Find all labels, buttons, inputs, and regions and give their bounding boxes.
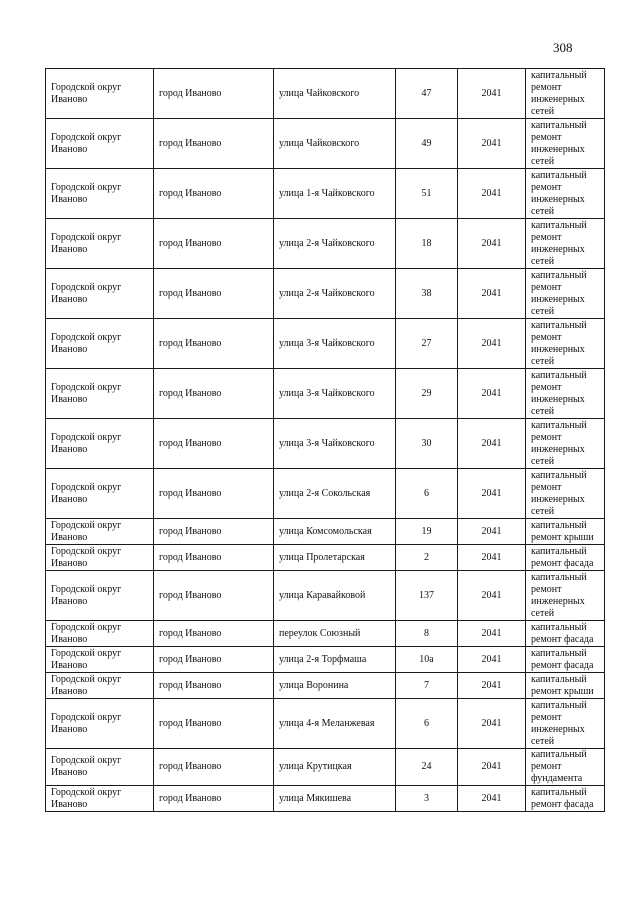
street-cell: улица Пролетарская (274, 545, 396, 571)
street-cell: улица 2-я Торфмаша (274, 647, 396, 673)
district-cell: Городской округ Иваново (46, 219, 154, 269)
district-cell: Городской округ Иваново (46, 469, 154, 519)
table-row (46, 545, 605, 571)
table-row (46, 419, 605, 469)
year-cell: 2041 (458, 219, 526, 269)
year-cell: 2041 (458, 269, 526, 319)
street-cell: улица 2-я Чайковского (274, 269, 396, 319)
street-cell: улица Комсомольская (274, 519, 396, 545)
street-cell: улица Воронина (274, 673, 396, 699)
city-cell: город Иваново (154, 119, 274, 169)
house-number-cell: 2 (396, 545, 458, 571)
house-number-cell: 30 (396, 419, 458, 469)
district-cell: Городской округ Иваново (46, 519, 154, 545)
house-number-cell: 49 (396, 119, 458, 169)
city-cell: город Иваново (154, 219, 274, 269)
district-cell: Городской округ Иваново (46, 169, 154, 219)
year-cell: 2041 (458, 69, 526, 119)
work-type-cell: капитальный ремонт инженерных сетей (526, 369, 605, 419)
city-cell: город Иваново (154, 319, 274, 369)
street-cell: улица 4-я Меланжевая (274, 699, 396, 749)
table-row (46, 119, 605, 169)
house-number-cell: 27 (396, 319, 458, 369)
city-cell: город Иваново (154, 647, 274, 673)
city-cell: город Иваново (154, 699, 274, 749)
house-number-cell: 6 (396, 699, 458, 749)
street-cell: улица 3-я Чайковского (274, 319, 396, 369)
city-cell: город Иваново (154, 545, 274, 571)
table-row (46, 319, 605, 369)
table-row (46, 621, 605, 647)
city-cell: город Иваново (154, 571, 274, 621)
district-cell: Городской округ Иваново (46, 119, 154, 169)
district-cell: Городской округ Иваново (46, 647, 154, 673)
work-type-cell: капитальный ремонт инженерных сетей (526, 319, 605, 369)
work-type-cell: капитальный ремонт фундамента (526, 749, 605, 786)
house-number-cell: 38 (396, 269, 458, 319)
table-row (46, 571, 605, 621)
table-row (46, 673, 605, 699)
work-type-cell: капитальный ремонт инженерных сетей (526, 469, 605, 519)
year-cell: 2041 (458, 647, 526, 673)
work-type-cell: капитальный ремонт инженерных сетей (526, 219, 605, 269)
house-number-cell: 6 (396, 469, 458, 519)
street-cell: улица Чайковского (274, 119, 396, 169)
year-cell: 2041 (458, 673, 526, 699)
district-cell: Городской округ Иваново (46, 419, 154, 469)
work-type-cell: капитальный ремонт фасада (526, 545, 605, 571)
year-cell: 2041 (458, 699, 526, 749)
work-type-cell: капитальный ремонт инженерных сетей (526, 69, 605, 119)
work-type-cell: капитальный ремонт инженерных сетей (526, 571, 605, 621)
year-cell: 2041 (458, 519, 526, 545)
district-cell: Городской округ Иваново (46, 545, 154, 571)
table-row (46, 749, 605, 786)
city-cell: город Иваново (154, 419, 274, 469)
street-cell: улица Мякишева (274, 786, 396, 812)
district-cell: Городской округ Иваново (46, 571, 154, 621)
city-cell: город Иваново (154, 749, 274, 786)
district-cell: Городской округ Иваново (46, 369, 154, 419)
house-number-cell: 24 (396, 749, 458, 786)
street-cell: улица Чайковского (274, 69, 396, 119)
page-number: 308 (553, 40, 573, 55)
table-row (46, 469, 605, 519)
house-number-cell: 19 (396, 519, 458, 545)
work-type-cell: капитальный ремонт крыши (526, 519, 605, 545)
work-type-cell: капитальный ремонт фасада (526, 786, 605, 812)
work-type-cell: капитальный ремонт инженерных сетей (526, 419, 605, 469)
street-cell: улица 3-я Чайковского (274, 419, 396, 469)
district-cell: Городской округ Иваново (46, 699, 154, 749)
work-type-cell: капитальный ремонт инженерных сетей (526, 169, 605, 219)
table-row (46, 786, 605, 812)
table-row (46, 69, 605, 119)
street-cell: улица 3-я Чайковского (274, 369, 396, 419)
house-number-cell: 137 (396, 571, 458, 621)
district-cell: Городской округ Иваново (46, 319, 154, 369)
work-type-cell: капитальный ремонт фасада (526, 621, 605, 647)
table-row (46, 269, 605, 319)
work-type-cell: капитальный ремонт инженерных сетей (526, 269, 605, 319)
district-cell: Городской округ Иваново (46, 269, 154, 319)
year-cell: 2041 (458, 369, 526, 419)
year-cell: 2041 (458, 419, 526, 469)
table-row (46, 699, 605, 749)
table-row (46, 369, 605, 419)
street-cell: улица 2-я Сокольская (274, 469, 396, 519)
year-cell: 2041 (458, 469, 526, 519)
year-cell: 2041 (458, 545, 526, 571)
work-type-cell: капитальный ремонт крыши (526, 673, 605, 699)
house-number-cell: 8 (396, 621, 458, 647)
table-row (46, 519, 605, 545)
city-cell: город Иваново (154, 621, 274, 647)
street-cell: переулок Союзный (274, 621, 396, 647)
district-cell: Городской округ Иваново (46, 749, 154, 786)
street-cell: улица Крутицкая (274, 749, 396, 786)
house-number-cell: 47 (396, 69, 458, 119)
district-cell: Городской округ Иваново (46, 786, 154, 812)
city-cell: город Иваново (154, 469, 274, 519)
city-cell: город Иваново (154, 786, 274, 812)
city-cell: город Иваново (154, 69, 274, 119)
district-cell: Городской округ Иваново (46, 69, 154, 119)
year-cell: 2041 (458, 319, 526, 369)
table-row (46, 219, 605, 269)
year-cell: 2041 (458, 169, 526, 219)
city-cell: город Иваново (154, 369, 274, 419)
city-cell: город Иваново (154, 169, 274, 219)
district-cell: Городской округ Иваново (46, 673, 154, 699)
house-number-cell: 10а (396, 647, 458, 673)
house-number-cell: 29 (396, 369, 458, 419)
work-type-cell: капитальный ремонт инженерных сетей (526, 699, 605, 749)
district-cell: Городской округ Иваново (46, 621, 154, 647)
street-cell: улица 1-я Чайковского (274, 169, 396, 219)
year-cell: 2041 (458, 571, 526, 621)
house-number-cell: 3 (396, 786, 458, 812)
year-cell: 2041 (458, 119, 526, 169)
year-cell: 2041 (458, 786, 526, 812)
city-cell: город Иваново (154, 269, 274, 319)
city-cell: город Иваново (154, 673, 274, 699)
year-cell: 2041 (458, 749, 526, 786)
house-number-cell: 51 (396, 169, 458, 219)
work-type-cell: капитальный ремонт фасада (526, 647, 605, 673)
repair-schedule-table (45, 68, 605, 812)
table-row (46, 647, 605, 673)
work-type-cell: капитальный ремонт инженерных сетей (526, 119, 605, 169)
table-row (46, 169, 605, 219)
house-number-cell: 18 (396, 219, 458, 269)
street-cell: улица 2-я Чайковского (274, 219, 396, 269)
year-cell: 2041 (458, 621, 526, 647)
house-number-cell: 7 (396, 673, 458, 699)
street-cell: улица Каравайковой (274, 571, 396, 621)
city-cell: город Иваново (154, 519, 274, 545)
